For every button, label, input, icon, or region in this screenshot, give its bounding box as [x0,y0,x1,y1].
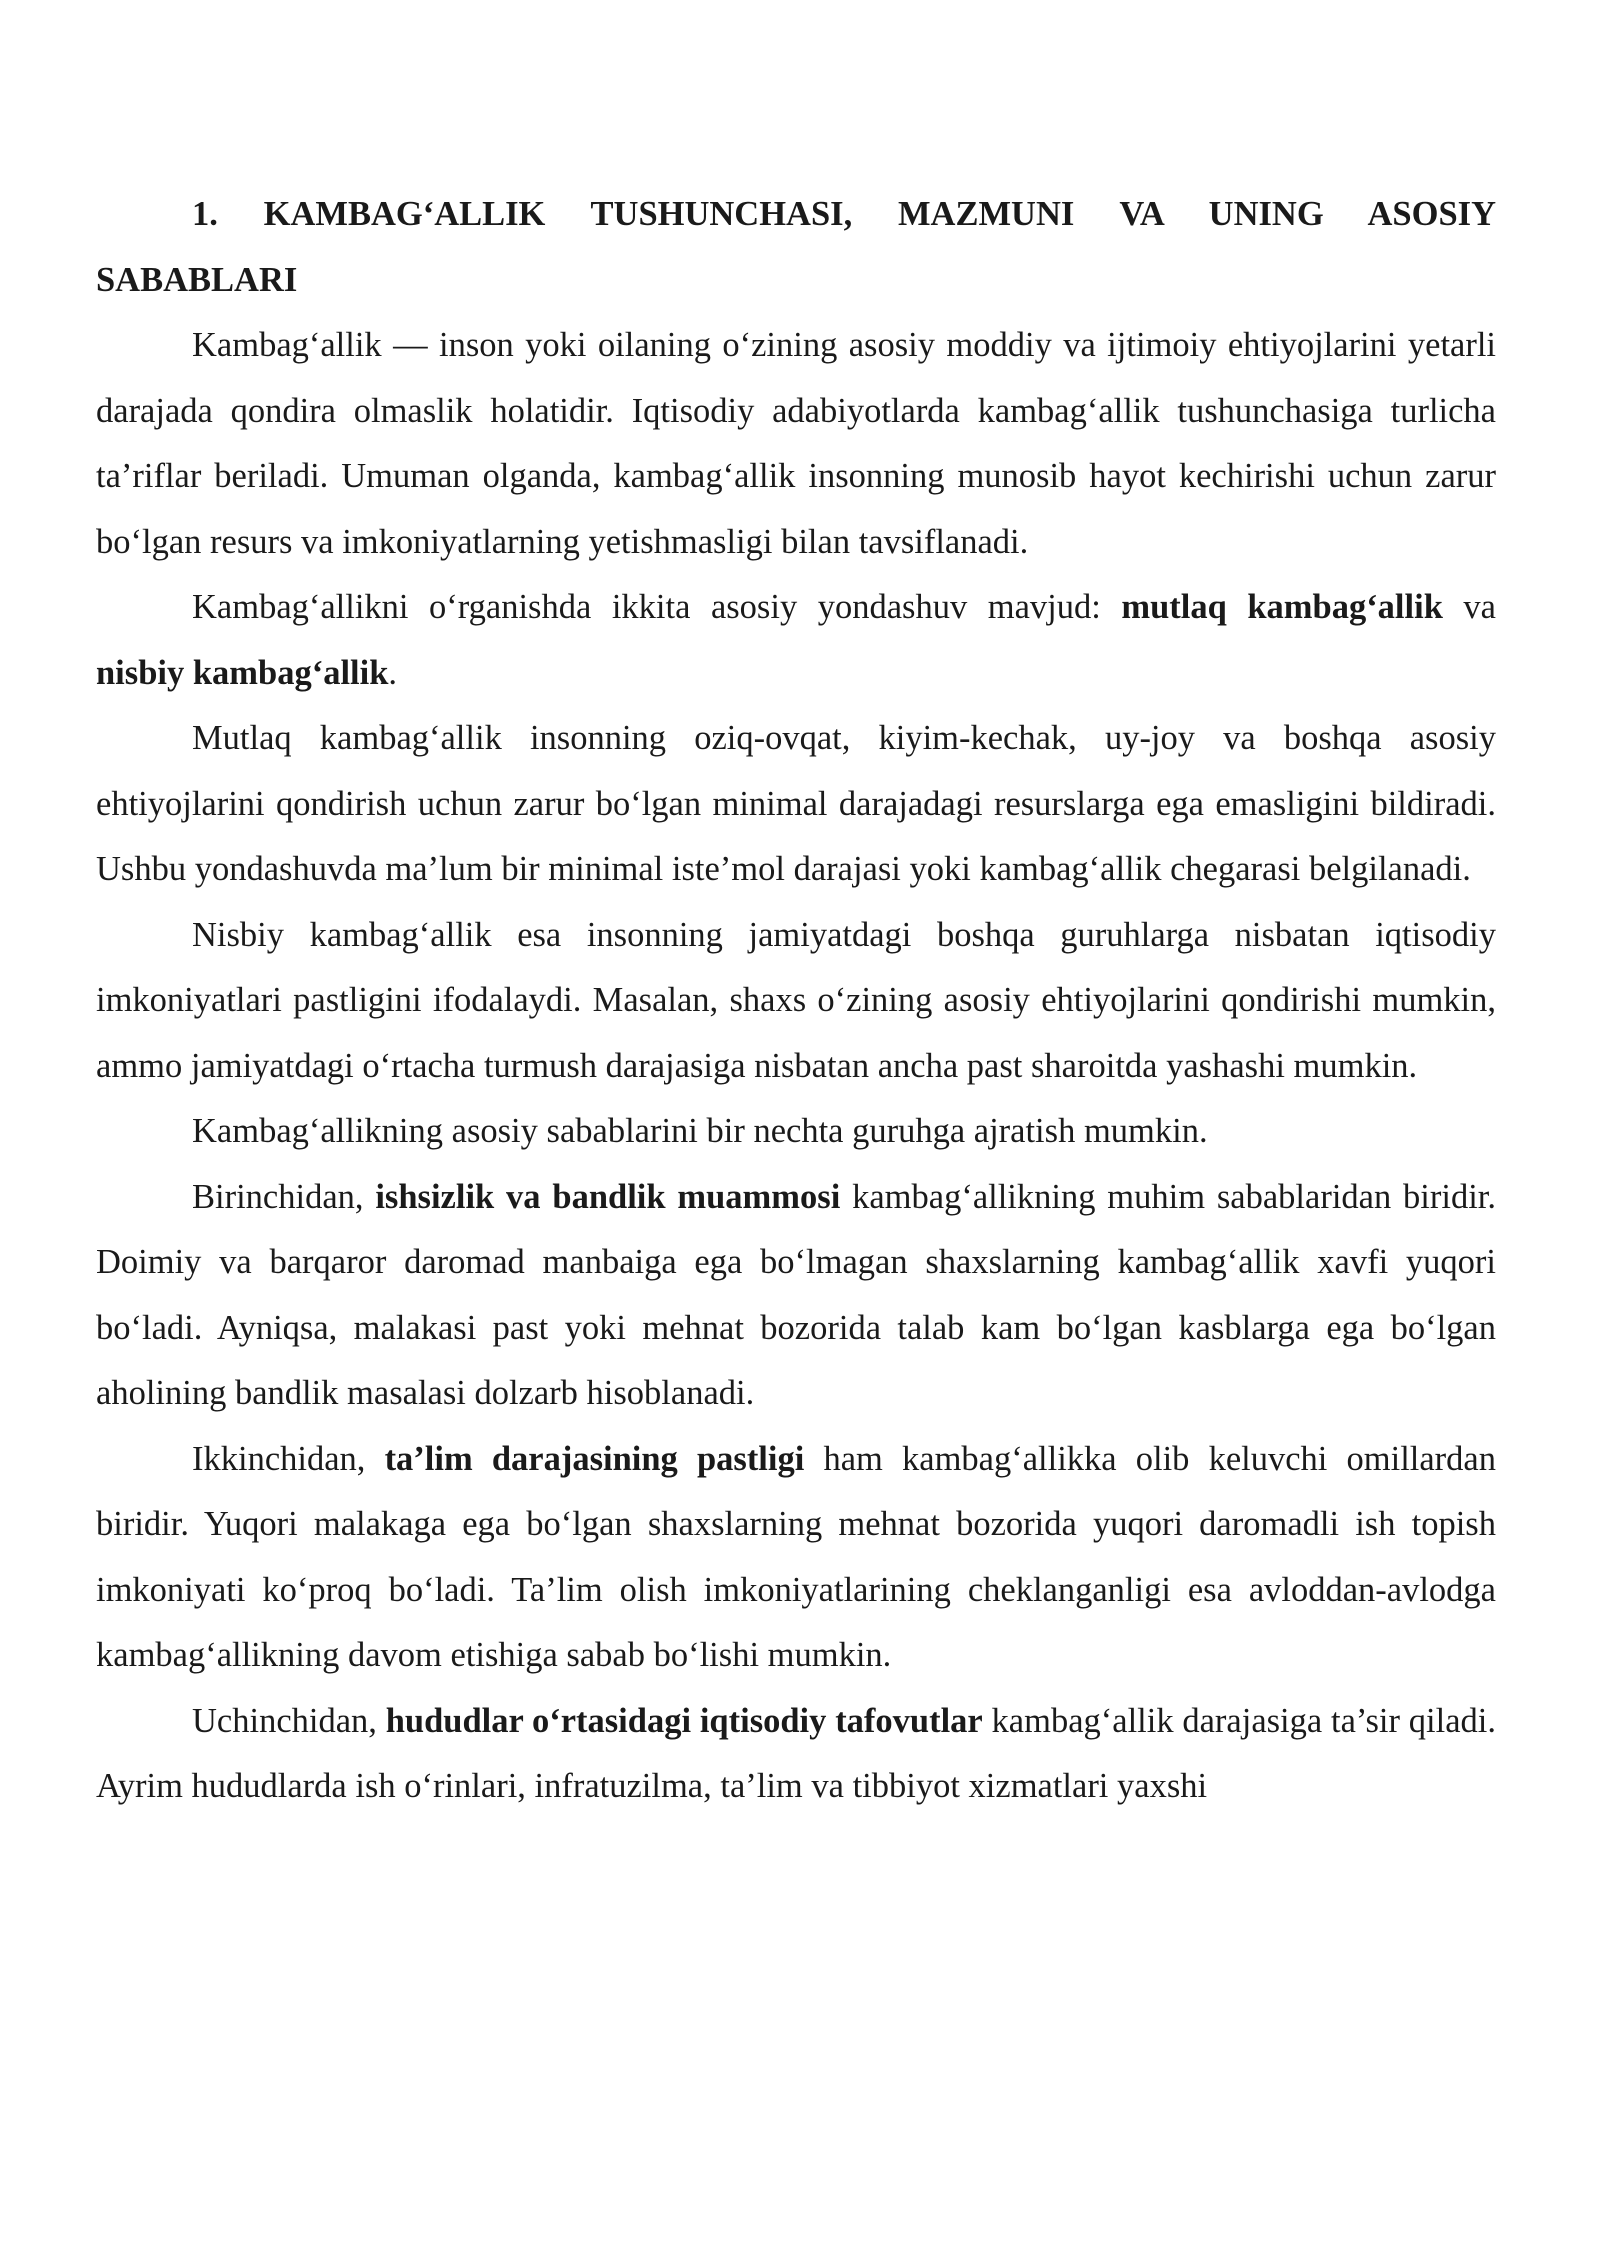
paragraph-causes-intro: Kambag‘allikning asosiy sabablarini bir nechta guruhga ajratish mumkin. [192,1112,1208,1150]
cause-unemployment-term: ishsizlik va bandlik muammosi [375,1177,841,1216]
paragraph-absolute-poverty: Mutlaq kambag‘allik insonning oziq-ovqat, kiyim-kechak, uy-joy va boshqa asosiy ehtiyojlarini qondirish uchun zarur bo‘lgan minimal darajadagi resurslarga ega emasligini bildiradi. Ushbu yondashuvda ma’lum bir minimal iste’mol darajasi yoki kambag‘allik chegarasi belgilanadi. [96,719,1496,888]
paragraph-definition: Kambag‘allik — inson yoki oilaning o‘zining asosiy moddiy va ijtimoiy ehtiyojlarini yetarli darajada qondira olmaslik holatidir. Iqtisodiy adabiyotlarda kambag‘allik tushunchasiga turlicha ta’riflar beriladi. Umuman olganda, kambag‘allik insonning munosib hayot kechirishi uchun zarur bo‘lgan resurs va imkoniyatlarning yetishmasligi bilan tavsiflanadi. [96,326,1496,561]
document-body [96,182,1496,1820]
cause-first-lead: Birinchidan, [192,1177,376,1216]
paragraph-cause-regional [96,1689,1496,1820]
paragraph-cause-education [96,1427,1496,1689]
cause-third-lead: Uchinchidan, [192,1701,386,1740]
paragraph-approaches [96,575,1496,706]
section-heading: 1. KAMBAG‘ALLIK TUSHUNCHASI, MAZMUNI VA UNING ASOSIY SABABLARI [96,195,1496,299]
conjunction-text: va [1442,588,1496,626]
paragraph-cause-unemployment [96,1165,1496,1427]
cause-regional-term: hududlar o‘rtasidagi iqtisodiy tafovutlar [385,1701,983,1740]
cause-second-lead: Ikkinchidan, [192,1439,385,1478]
absolute-poverty-term: mutlaq kambag‘allik [1121,588,1443,626]
approaches-intro-text: Kambag‘allikni o‘rganishda ikkita asosiy yondashuv mavjud: [192,588,1122,626]
cause-education-term: ta’lim darajasining pastligi [384,1439,805,1478]
relative-poverty-term: nisbiy kambag‘allik [96,653,389,692]
cause-regional-text: kambag‘allik darajasiga ta’sir qiladi. Ayrim hududlarda ish o‘rinlari, infratuzilma, ta’lim va tibbiyot xizmatlari yaxshi [96,1701,1496,1805]
cause-unemployment-text: kambag‘allikning muhim sabablaridan biridir. Doimiy va barqaror daromad manbaiga ega bo‘lmagan shaxslarning kambag‘allik xavfi yuqori bo‘ladi. Ayniqsa, malakasi past yoki mehnat bozorida talab kam bo‘lgan kasblarga ega bo‘lgan aholining bandlik masalasi dolzarb hisoblanadi. [96,1177,1497,1412]
paragraph-relative-poverty: Nisbiy kambag‘allik esa insonning jamiyatdagi boshqa guruhlarga nisbatan iqtisodiy imkoniyatlari pastligini ifodalaydi. Masalan, shaxs o‘zining asosiy ehtiyojlarini qondirishi mumkin, ammo jamiyatdagi o‘rtacha turmush darajasiga nisbatan ancha past sharoitda yashashi mumkin. [96,915,1496,1085]
approaches-end-text: . [388,653,398,692]
cause-education-text: ham kambag‘allikka olib keluvchi omillardan biridir. Yuqori malakaga ega bo‘lgan shaxslarning mehnat bozorida yuqori daromadli ish topish imkoniyati ko‘proq bo‘ladi. Ta’lim olish imkoniyatlarining cheklanganligi esa avloddan-avlodga kambag‘allikning davom etishiga sabab bo‘lishi mumkin. [96,1439,1496,1674]
